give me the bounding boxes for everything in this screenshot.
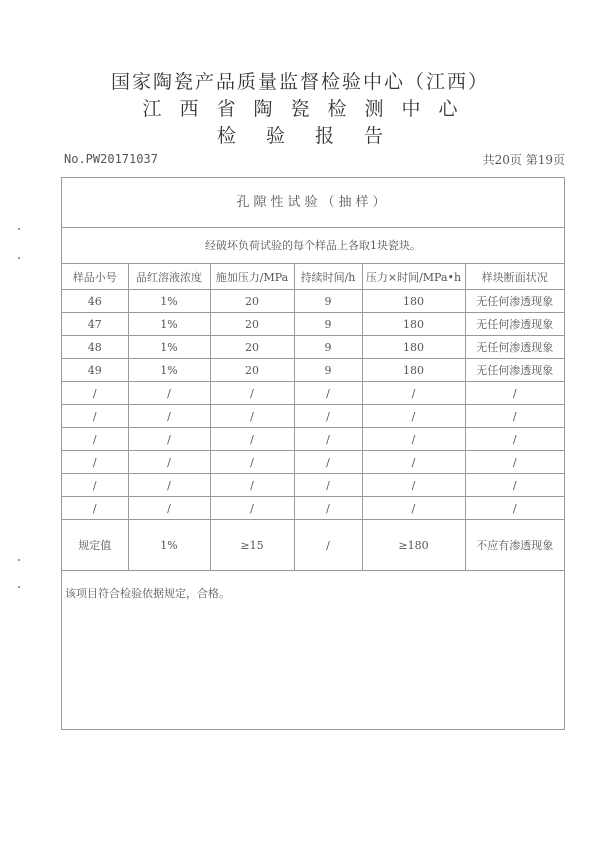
report-title-line3: 检验报告 bbox=[216, 125, 413, 147]
table-cell: 1% bbox=[128, 313, 210, 336]
table-cell: / bbox=[362, 474, 465, 497]
table-cell: ≥15 bbox=[210, 520, 294, 571]
table-cell: / bbox=[62, 474, 128, 497]
table-cell: / bbox=[210, 428, 294, 451]
table-cell: / bbox=[294, 474, 362, 497]
table-cell: / bbox=[128, 405, 210, 428]
column-header: 压力×时间/MPa•h bbox=[362, 264, 465, 290]
table-cell: 20 bbox=[210, 359, 294, 382]
table-cell: / bbox=[128, 451, 210, 474]
table-cell: 不应有渗透现象 bbox=[465, 520, 564, 571]
scan-mark bbox=[18, 559, 20, 561]
column-header: 样块断面状况 bbox=[465, 264, 564, 290]
report-number: No.PW20171037 bbox=[64, 152, 158, 166]
table-cell: 180 bbox=[362, 359, 465, 382]
report-title-line2: 江西省陶瓷检测中心 bbox=[142, 98, 476, 120]
table-cell: 1% bbox=[128, 520, 210, 571]
table-cell: 无任何渗透现象 bbox=[465, 359, 564, 382]
table-cell: / bbox=[465, 382, 564, 405]
scan-mark bbox=[18, 586, 20, 588]
table-cell: 48 bbox=[62, 336, 128, 359]
table-cell: 47 bbox=[62, 313, 128, 336]
table-row bbox=[62, 382, 564, 405]
scan-mark bbox=[18, 228, 20, 230]
table-cell: / bbox=[62, 382, 128, 405]
table-cell: 9 bbox=[294, 290, 362, 313]
table-cell: ≥180 bbox=[362, 520, 465, 571]
table-row bbox=[62, 290, 564, 313]
report-title-line1: 国家陶瓷产品质量监督检验中心（江西） bbox=[110, 71, 489, 93]
column-header: 施加压力/MPa bbox=[210, 264, 294, 290]
table-row bbox=[62, 313, 564, 336]
table-cell: 无任何渗透现象 bbox=[465, 336, 564, 359]
table-cell: 180 bbox=[362, 290, 465, 313]
table-cell: / bbox=[465, 405, 564, 428]
table-cell: / bbox=[294, 451, 362, 474]
table-cell: / bbox=[62, 451, 128, 474]
report-frame bbox=[61, 177, 565, 730]
table-cell: 规定值 bbox=[62, 520, 128, 571]
specification-row bbox=[62, 520, 564, 571]
table-cell: 1% bbox=[128, 336, 210, 359]
table-cell: / bbox=[294, 382, 362, 405]
table-row bbox=[62, 497, 564, 520]
table-cell: / bbox=[294, 428, 362, 451]
column-header: 样品小号 bbox=[62, 264, 128, 290]
table-cell: / bbox=[128, 474, 210, 497]
table-cell: / bbox=[210, 405, 294, 428]
column-header: 持续时间/h bbox=[294, 264, 362, 290]
table-cell: / bbox=[210, 497, 294, 520]
table-row bbox=[62, 474, 564, 497]
table-cell: 9 bbox=[294, 359, 362, 382]
table-cell: 1% bbox=[128, 359, 210, 382]
table-row bbox=[62, 336, 564, 359]
conclusion-text: 该项目符合检验依据规定，合格。 bbox=[65, 587, 230, 600]
table-cell: / bbox=[294, 497, 362, 520]
table-cell: 9 bbox=[294, 313, 362, 336]
scan-mark bbox=[18, 257, 20, 259]
table-cell: / bbox=[128, 428, 210, 451]
table-cell: / bbox=[362, 405, 465, 428]
table-cell: 49 bbox=[62, 359, 128, 382]
table-header-row bbox=[62, 264, 564, 290]
table-cell: 1% bbox=[128, 290, 210, 313]
table-row bbox=[62, 451, 564, 474]
table-cell: / bbox=[362, 428, 465, 451]
table-cell: 无任何渗透现象 bbox=[465, 290, 564, 313]
table-cell: / bbox=[128, 382, 210, 405]
table-cell: 无任何渗透现象 bbox=[465, 313, 564, 336]
results-table bbox=[62, 263, 564, 571]
column-header: 品红溶液浓度 bbox=[128, 264, 210, 290]
table-row bbox=[62, 428, 564, 451]
table-cell: 9 bbox=[294, 336, 362, 359]
table-row bbox=[62, 405, 564, 428]
test-name: 孔隙性试验（抽样） bbox=[62, 178, 564, 228]
table-cell: / bbox=[128, 497, 210, 520]
table-cell: 180 bbox=[362, 336, 465, 359]
table-cell: / bbox=[62, 428, 128, 451]
table-cell: / bbox=[210, 382, 294, 405]
table-cell: 20 bbox=[210, 336, 294, 359]
table-cell: / bbox=[210, 451, 294, 474]
table-cell: 180 bbox=[362, 313, 465, 336]
table-cell: / bbox=[210, 474, 294, 497]
table-cell: / bbox=[362, 382, 465, 405]
table-cell: / bbox=[294, 520, 362, 571]
table-cell: / bbox=[294, 405, 362, 428]
page-indicator: 共20页 第19页 bbox=[482, 153, 565, 167]
table-cell: / bbox=[465, 451, 564, 474]
table-cell: / bbox=[362, 451, 465, 474]
table-cell: / bbox=[465, 474, 564, 497]
table-cell: / bbox=[62, 405, 128, 428]
table-cell: 20 bbox=[210, 313, 294, 336]
table-cell: / bbox=[362, 497, 465, 520]
table-cell: / bbox=[465, 428, 564, 451]
table-cell: 20 bbox=[210, 290, 294, 313]
test-description: 经破坏负荷试验的每个样品上各取1块瓷块。 bbox=[205, 239, 421, 252]
table-row bbox=[62, 359, 564, 382]
table-cell: / bbox=[465, 497, 564, 520]
table-cell: 46 bbox=[62, 290, 128, 313]
table-cell: / bbox=[62, 497, 128, 520]
